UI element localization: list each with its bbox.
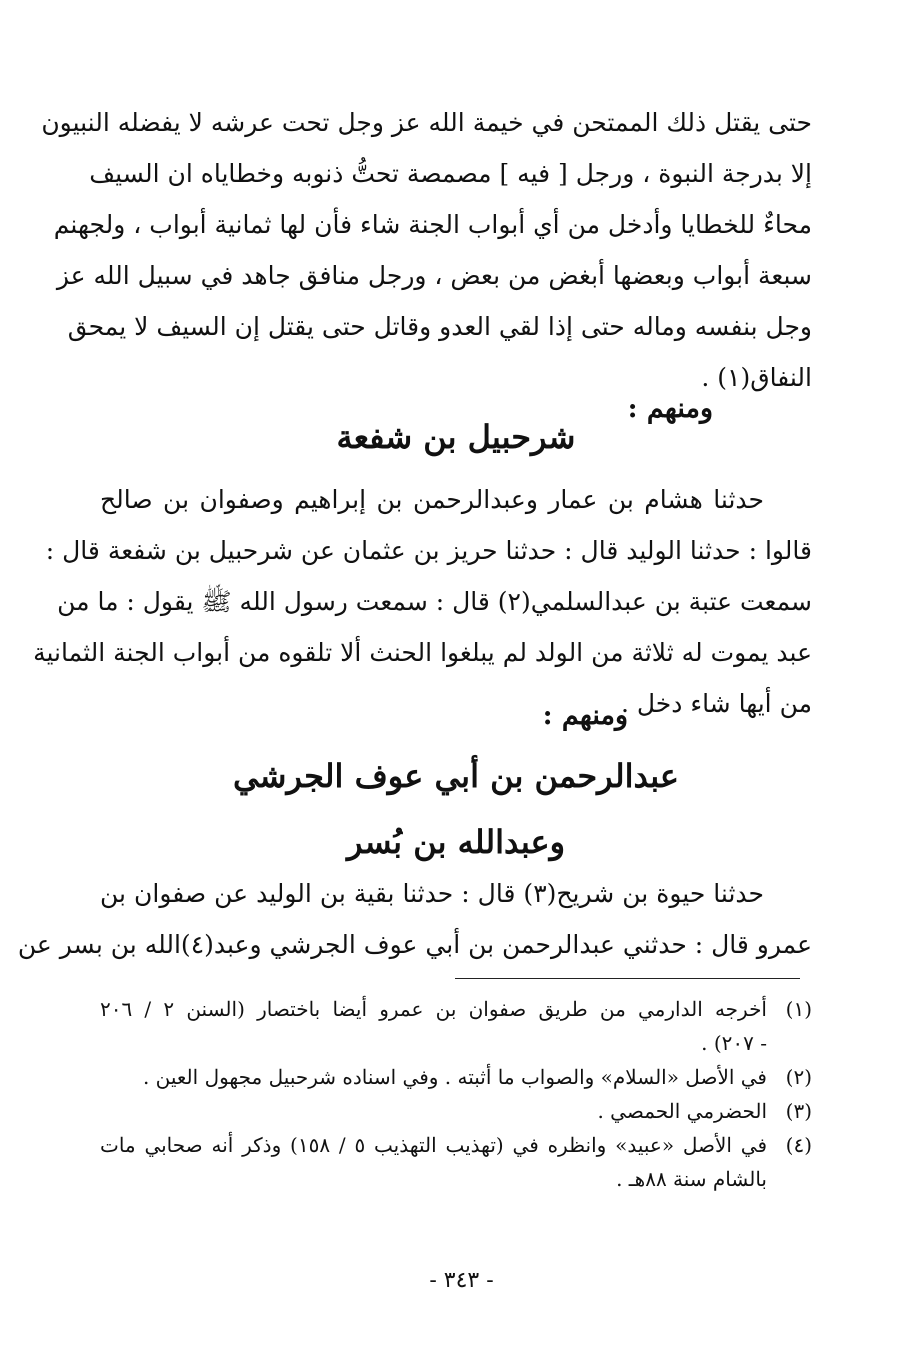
footnotes — [100, 992, 812, 1196]
footnote-number: (٢) — [785, 1065, 812, 1089]
footnote-text — [100, 1128, 767, 1196]
footnote — [100, 992, 812, 1060]
text-line: إلا بدرجة النبوة ، ورجل [ فيه ] مصمصة تحتُّ ذنوبه وخطاياه ان السيف — [89, 159, 812, 188]
text-line: محاءٌ للخطايا وأدخل من أي أبواب الجنة شاء فأن لها ثمانية أبواب ، ولجهنم — [53, 210, 812, 239]
footnote-number: (٣) — [785, 1099, 812, 1123]
text-line: حدثنا هشام بن عمار وعبدالرحمن بن إبراهيم وصفوان بن صالح — [100, 485, 764, 514]
footnote-text — [100, 1094, 767, 1128]
text-line: قالوا : حدثنا الوليد قال : حدثنا حريز بن عثمان عن شرحبيل بن شفعة قال : — [45, 536, 812, 565]
section-label: ومنهم : — [542, 700, 628, 731]
footnote-divider — [455, 978, 800, 979]
text-line: سمعت عتبة بن عبدالسلمي(٢) قال : سمعت رسول الله ﷺ يقول : ما من — [57, 587, 812, 616]
footnote-line: بالشام سنة ٨٨هـ . — [616, 1167, 767, 1191]
footnote-line: - ٢٠٧) . — [701, 1031, 767, 1055]
page-number: - ٣٤٣ - — [429, 1268, 494, 1293]
text-line: النفاق(١) . — [701, 363, 812, 392]
footnote-number: (١) — [785, 997, 812, 1021]
paragraph-continuation — [41, 97, 812, 403]
footnote-number: (٤) — [785, 1133, 812, 1157]
section-subheading: وعبدالله بن بُسر — [346, 823, 566, 861]
footnote — [100, 1094, 812, 1128]
footnote-line: في الأصل «السلام» والصواب ما أثبته . وفي اسناده شرحبيل مجهول العين . — [142, 1065, 767, 1089]
footnote-line: الحضرمي الحمصي . — [597, 1099, 767, 1123]
text-line: عبد يموت له ثلاثة من الولد لم يبلغوا الحنث ألا تلقوه من أبواب الجنة الثمانية — [33, 638, 812, 667]
footnote — [100, 1060, 812, 1094]
section-label: ومنهم : — [627, 393, 713, 424]
footnote-text — [100, 992, 767, 1060]
hadith-paragraph — [17, 868, 812, 970]
footnote-line: في الأصل «عبيد» وانظره في (تهذيب التهذيب ٥ / ١٥٨) وذكر أنه صحابي مات — [100, 1133, 768, 1157]
footnote-line: أخرجه الدارمي من طريق صفوان بن عمرو أيضا باختصار (السنن ٢ / ٢٠٦ — [100, 997, 767, 1021]
text-line: وجل بنفسه وماله حتى إذا لقي العدو وقاتل حتى يقتل إن السيف لا يمحق — [67, 312, 812, 341]
text-line: عمرو قال : حدثني عبدالرحمن بن أبي عوف الجرشي وعبد(٤)الله بن بسر عن — [17, 930, 812, 959]
footnote — [100, 1128, 812, 1196]
footnote-text — [100, 1060, 767, 1094]
section-heading: شرحبيل بن شفعة — [336, 418, 576, 456]
text-line: من أيها شاء دخل . — [620, 689, 812, 718]
hadith-paragraph — [33, 474, 812, 729]
text-line: سبعة أبواب وبعضها أبغض من بعض ، ورجل منافق جاهد في سبيل الله عز — [56, 261, 812, 290]
section-heading: عبدالرحمن بن أبي عوف الجرشي — [232, 757, 679, 795]
text-line: حتى يقتل ذلك الممتحن في خيمة الله عز وجل تحت عرشه لا يفضله النبيون — [41, 108, 812, 137]
text-line: حدثنا حيوة بن شريح(٣) قال : حدثنا بقية بن الوليد عن صفوان بن — [100, 879, 764, 908]
